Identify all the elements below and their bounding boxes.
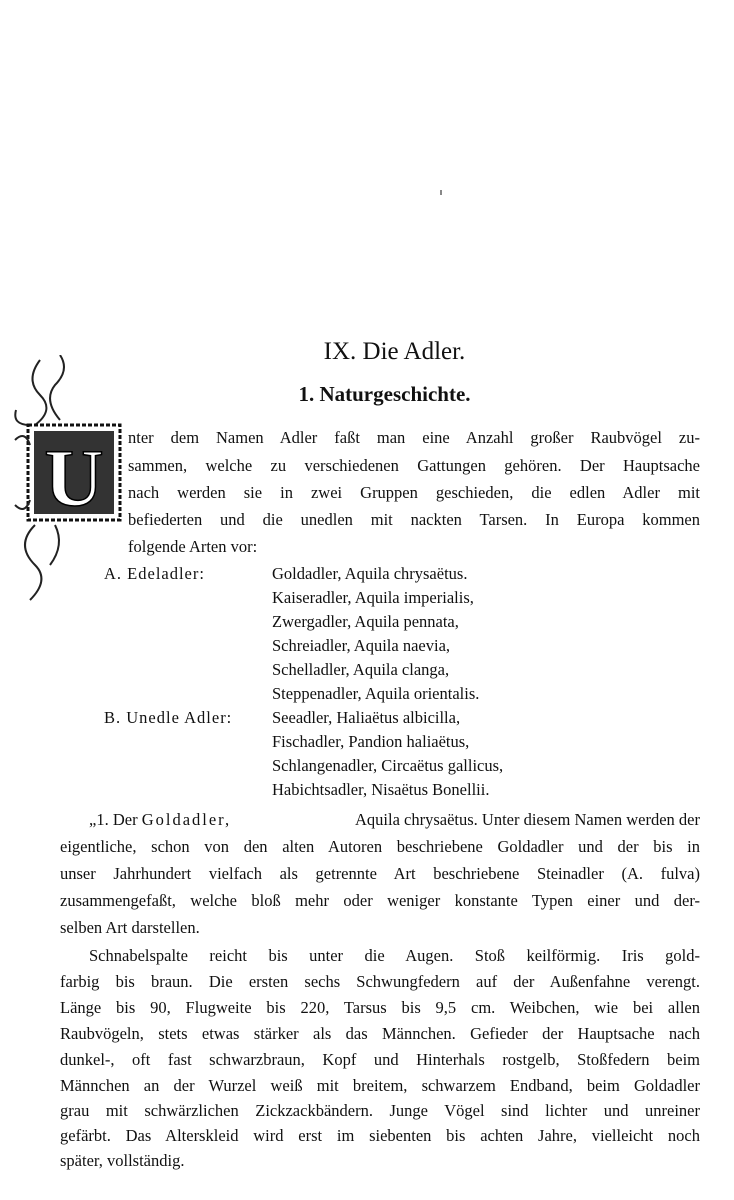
intro-line: nach werden sie in zwei Gruppen geschieden, die edlen Adler mit — [128, 483, 700, 502]
para2-line: später, vollständig. — [60, 1151, 185, 1170]
species-item: Seeadler, Haliaëtus albicilla, — [272, 708, 461, 727]
para2-line: farbig bis braun. Die ersten sechs Schwungfedern auf der Außenfahne verengt. — [60, 972, 700, 991]
section-title: 1. Naturgeschichte. — [298, 382, 471, 406]
para2-line: dunkel-, oft fast schwarzbraun, Kopf und Hinterhals rostgelb, Stoßfedern beim — [60, 1050, 700, 1069]
para1-line: selben Art darstellen. — [60, 918, 200, 937]
drop-cap-letter: U — [44, 432, 104, 523]
species-item: Goldadler, Aquila chrysaëtus. — [272, 564, 468, 583]
species-item: Kaiseradler, Aquila imperialis, — [272, 588, 474, 607]
species-item: Schlangenadler, Circaëtus gallicus, — [272, 756, 504, 775]
para2-line: Länge bis 90, Flugweite bis 220, Tarsus bis 9,5 cm. Weibchen, wie bei allen — [60, 998, 700, 1017]
species-item: Zwergadler, Aquila pennata, — [272, 612, 459, 631]
group-label: B. Unedle Adler: — [104, 708, 233, 727]
para1-line: unser Jahrhundert vielfach als getrennte Art beschriebene Steinadler (A. fulva) — [60, 864, 700, 883]
species-name: Goldadler, — [141, 810, 232, 829]
para1-lead: „1. Der — [89, 810, 138, 829]
scan-speck — [440, 190, 442, 195]
intro-line: nter dem Namen Adler faßt man eine Anzahl großer Raubvögel zu- — [128, 428, 700, 447]
group-label: A. Edeladler: — [104, 564, 205, 583]
para2-line: Männchen an der Wurzel weiß mit breitem, schwarzem Endband, beim Goldadler — [60, 1076, 700, 1095]
intro-line: folgende Arten vor: — [128, 537, 258, 556]
para2-line: grau mit schwärzlichen Zickzackbändern. Junge Vögel sind lichter und unreiner — [60, 1101, 700, 1120]
para2-line: Raubvögeln, stets etwas stärker als das Männchen. Gefieder der Hauptsache nach — [60, 1024, 700, 1043]
para2-line: Schnabelspalte reicht bis unter die Augen. Stoß keilförmig. Iris gold- — [89, 946, 700, 965]
chapter-title: IX. Die Adler. — [323, 338, 466, 365]
para2-line: gefärbt. Das Alterskleid wird erst im siebenten bis achten Jahre, vielleicht noch — [60, 1126, 700, 1145]
species-item: Fischadler, Pandion haliaëtus, — [272, 732, 470, 751]
species-item: Steppenadler, Aquila orientalis. — [272, 684, 480, 703]
para1-line: eigentliche, schon von den alten Autoren beschriebene Goldadler und der bis in — [60, 837, 700, 856]
species-item: Habichtsadler, Nisaëtus Bonellii. — [272, 780, 490, 799]
para1-rest: Aquila chrysaëtus. Unter diesem Namen werden der — [354, 810, 700, 829]
intro-line: befiederten und die unedlen mit nackten Tarsen. In Europa kommen — [128, 510, 700, 529]
para1-line: zusammengefaßt, welche bloß mehr oder weniger konstante Typen einer und der- — [60, 891, 700, 910]
para1-first-line — [89, 810, 700, 830]
intro-line: sammen, welche zu verschiedenen Gattungen gehören. Der Hauptsache — [128, 456, 700, 475]
species-item: Schreiadler, Aquila naevia, — [272, 636, 451, 655]
species-item: Schelladler, Aquila clanga, — [272, 660, 450, 679]
